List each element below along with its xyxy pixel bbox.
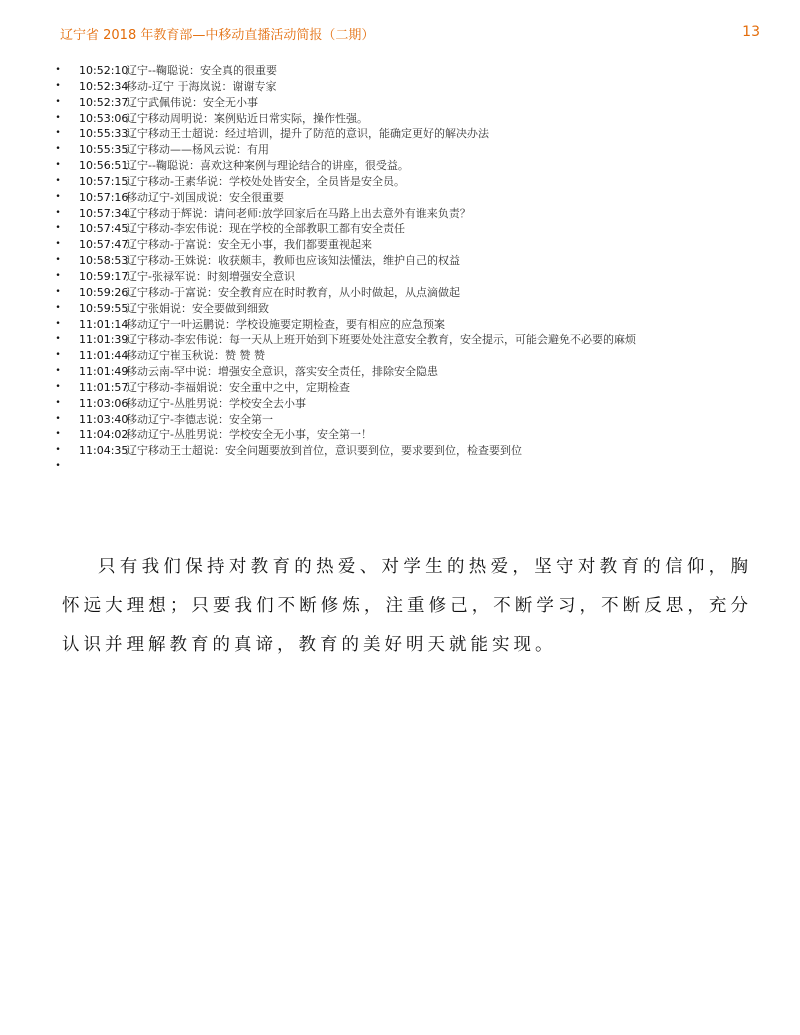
chat-message: 辽宁移动王士超说：安全问题要放到首位，意识要到位，要求要到位，检查要到位 <box>126 444 522 458</box>
chat-log-item <box>52 443 752 459</box>
chat-timestamp: 11:04:02 <box>79 428 129 442</box>
chat-timestamp: 10:56:51 <box>79 159 129 173</box>
chat-log-item <box>52 348 752 364</box>
chat-log-item <box>52 253 752 269</box>
bullet-icon: • <box>55 207 61 218</box>
bullet-icon: • <box>55 413 61 424</box>
chat-log-item <box>52 396 752 412</box>
chat-message: 辽宁移动-李宏伟说：每一天从上班开始到下班要处处注意安全教育，安全提示，可能会避免不必要的麻烦 <box>126 333 636 347</box>
chat-message: 移动辽宁-丛胜男说：学校安全去小事 <box>126 396 306 410</box>
chat-message: 辽宁-张禄军说：时刻增强安全意识 <box>126 269 295 283</box>
chat-message: 辽宁移动-李福娟说：安全重中之中，定期检查 <box>126 380 350 394</box>
chat-timestamp: 10:57:47 <box>79 238 129 252</box>
bullet-icon: • <box>55 397 61 408</box>
chat-timestamp: 11:01:39 <box>79 333 129 347</box>
bullet-icon: • <box>55 65 61 75</box>
chat-timestamp: 10:59:17 <box>79 269 129 283</box>
bullet-icon: • <box>55 223 61 234</box>
chat-log-item <box>52 111 752 127</box>
bullet-icon: • <box>55 302 61 313</box>
chat-timestamp: 10:59:26 <box>79 285 129 299</box>
bullet-icon: • <box>55 429 61 440</box>
chat-timestamp: 11:04:35 <box>79 444 129 458</box>
bullet-icon: • <box>55 128 61 139</box>
chat-log-item <box>52 412 752 428</box>
bullet-icon: • <box>55 255 61 266</box>
chat-log-item <box>52 142 752 158</box>
chat-timestamp: 10:52:37 <box>79 95 129 109</box>
chat-message: 辽宁--鞠聪说：安全真的很重要 <box>126 64 277 77</box>
chat-timestamp: 10:53:06 <box>79 111 129 125</box>
bullet-icon: • <box>55 286 61 297</box>
chat-log-item <box>52 269 752 285</box>
chat-timestamp: 10:57:16 <box>79 190 129 204</box>
chat-message: 辽宁移动-李宏伟说：现在学校的全部教职工都有安全责任 <box>126 222 405 236</box>
chat-message: 移动辽宁-李德志说：安全第一 <box>126 412 273 426</box>
chat-message: 辽宁移动-王素华说：学校处处皆安全，全员皆是安全员。 <box>126 174 405 188</box>
chat-log-item <box>52 126 752 142</box>
chat-message: 辽宁移动于辉说：请问老师:放学回家后在马路上出去意外有谁来负责？ <box>126 206 471 220</box>
chat-log-item <box>52 190 752 206</box>
chat-timestamp: 10:58:53 <box>79 254 129 268</box>
chat-message: 辽宁移动-于富说：安全无小事，我们都要重视起来 <box>126 238 372 252</box>
page-header <box>60 24 760 48</box>
header-title: 辽宁省 2018 年教育部—中移动直播活动简报（二期） <box>60 28 375 43</box>
chat-timestamp: 11:03:06 <box>79 396 129 410</box>
chat-log-item <box>52 380 752 396</box>
chat-log-item <box>52 63 752 79</box>
chat-message: 辽宁移动王士超说：经过培训，提升了防范的意识，能确定更好的解决办法 <box>126 127 489 141</box>
bullet-icon: • <box>55 144 61 155</box>
chat-message: 辽宁移动周明说：案例贴近日常实际，操作性强。 <box>126 111 368 125</box>
bullet-icon: • <box>55 191 61 202</box>
chat-log-item <box>52 427 752 443</box>
chat-log-list <box>52 63 752 475</box>
chat-log-item <box>52 79 752 95</box>
chat-timestamp: 11:01:49 <box>79 365 129 379</box>
chat-message: 移动辽宁-刘国成说：安全很重要 <box>126 190 284 204</box>
chat-timestamp: 11:01:57 <box>79 380 129 394</box>
bullet-icon: • <box>55 461 61 472</box>
chat-message: 辽宁张娟说：安全要做到细致 <box>126 301 269 315</box>
chat-message: 移动辽宁一叶运鹏说：学校设施要定期检查，要有相应的应急预案 <box>126 317 445 331</box>
chat-message: 辽宁武佩伟说：安全无小事 <box>126 95 258 109</box>
bullet-icon: • <box>55 270 61 281</box>
bullet-icon: • <box>55 381 61 392</box>
chat-message: 移动云南-罕中说：增强安全意识，落实安全责任，排除安全隐患 <box>126 365 438 379</box>
chat-timestamp: 10:57:34 <box>79 206 129 220</box>
bullet-icon: • <box>55 96 61 107</box>
chat-log-item <box>52 459 752 475</box>
chat-timestamp: 10:55:35 <box>79 143 129 157</box>
bullet-icon: • <box>55 445 61 456</box>
bullet-icon: • <box>55 80 61 91</box>
bullet-icon: • <box>55 175 61 186</box>
page-number: 13 <box>742 24 760 40</box>
chat-timestamp: 11:01:44 <box>79 349 129 363</box>
bullet-icon: • <box>55 239 61 250</box>
chat-log-item <box>52 317 752 333</box>
chat-timestamp: 10:57:15 <box>79 174 129 188</box>
chat-timestamp: 10:52:34 <box>79 79 129 93</box>
bullet-icon: • <box>55 334 61 345</box>
chat-message: 移动辽宁崔玉秋说：赞 赞 赞 <box>126 349 265 363</box>
chat-timestamp: 11:03:40 <box>79 412 129 426</box>
chat-log-item <box>52 332 752 348</box>
bullet-icon: • <box>55 318 61 329</box>
chat-timestamp: 10:57:45 <box>79 222 129 236</box>
chat-message: 辽宁--鞠聪说：喜欢这种案例与理论结合的讲座，很受益。 <box>126 159 409 173</box>
chat-message: 辽宁移动——杨风云说：有用 <box>126 143 269 157</box>
bullet-icon: • <box>55 112 61 123</box>
bullet-icon: • <box>55 350 61 361</box>
chat-log-item <box>52 285 752 301</box>
chat-message: 辽宁移动-王姝说：收获颇丰，教师也应该知法懂法，维护自己的权益 <box>126 254 460 268</box>
chat-timestamp: 10:52:10 <box>79 64 129 77</box>
closing-paragraph: 只有我们保持对教育的热爱、对学生的热爱，坚守对教育的信仰，胸怀远大理想；只要我们不断修炼，注重修己，不断学习，不断反思，充分认识并理解教育的真谛，教育的美好明天就能实现。 <box>62 557 752 655</box>
chat-log-item <box>52 237 752 253</box>
bullet-icon: • <box>55 160 61 171</box>
chat-message: 移动-辽宁 于海岚说：谢谢专家 <box>126 79 277 93</box>
chat-message: 辽宁移动-于富说：安全教育应在时时教育，从小时做起，从点滴做起 <box>126 285 460 299</box>
chat-timestamp: 11:01:14 <box>79 317 129 331</box>
chat-log-item <box>52 221 752 237</box>
chat-message: 移动辽宁-丛胜男说：学校安全无小事，安全第一！ <box>126 428 372 442</box>
chat-log-item <box>52 95 752 111</box>
chat-timestamp: 10:59:55 <box>79 301 129 315</box>
chat-log-item <box>52 174 752 190</box>
chat-log-item <box>52 206 752 222</box>
chat-log-item <box>52 158 752 174</box>
bullet-icon: • <box>55 366 61 377</box>
chat-timestamp: 10:55:33 <box>79 127 129 141</box>
chat-log-item <box>52 301 752 317</box>
chat-log-item <box>52 364 752 380</box>
